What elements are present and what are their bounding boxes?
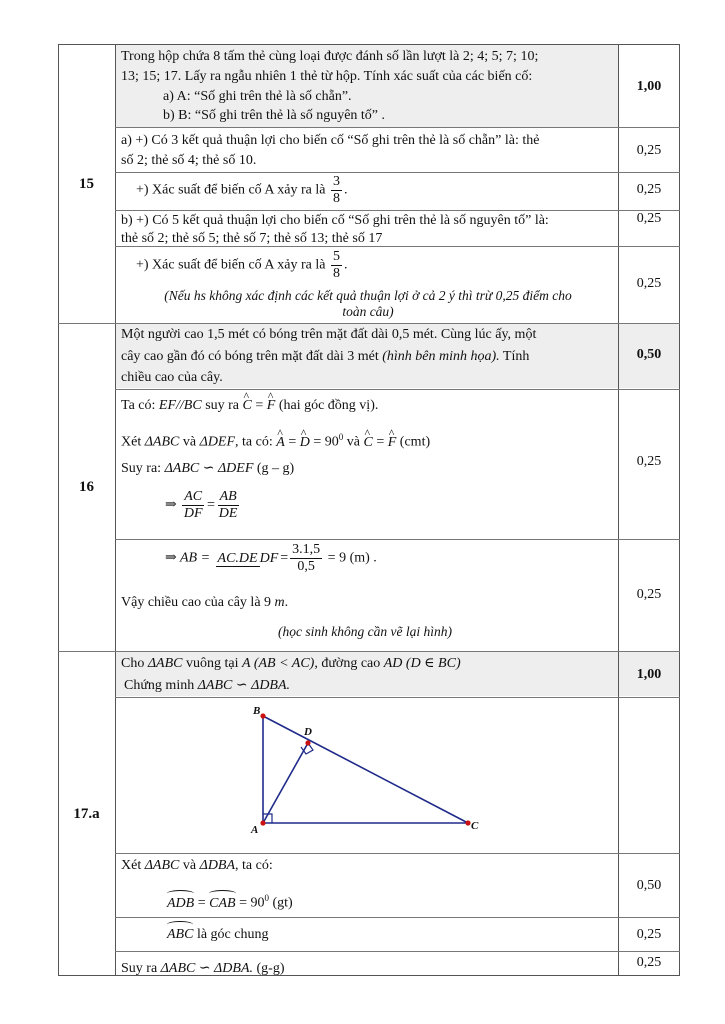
angle-symbol: ADB: [167, 895, 195, 911]
solution-text: , ta có:: [235, 434, 273, 450]
angle-symbol: ^ F: [267, 396, 276, 415]
angle-symbol: ^ D: [300, 433, 310, 452]
proof-line: [167, 925, 268, 944]
solution-text: (cmt): [399, 434, 431, 450]
math-expression: ΔABC ∽ ΔDBA.: [197, 678, 291, 693]
row-line: [115, 951, 680, 952]
grading-note: (Nếu hs không xác định các kết quả thuận lợi ở cả 2 ý thì trừ 0,25 điểm cho: [164, 288, 572, 303]
solution-line: ⇒ $\frac{AC}{DF}$ = $\frac{AB}{DE}$: [165, 489, 238, 521]
angle-symbol: ^ A: [276, 433, 285, 452]
label-a: A: [251, 824, 259, 836]
problem-text: Trong hộp chứa 8 tấm thẻ cùng loại được đánh số lần lượt là 2; 4; 5; 7; 10;: [121, 49, 539, 64]
segment-ad: [263, 743, 308, 823]
solution-line: Ta có: EF//BC suy ra ^ C = ^ F (hai góc đồng vị).: [121, 396, 378, 415]
points-value: 0,25: [636, 182, 662, 197]
fraction-denominator: DF: [183, 506, 203, 521]
math-expression: ΔDEF: [199, 434, 236, 450]
solution-text: (hai góc đồng vị).: [278, 398, 379, 413]
solution-text: +) Xác suất để biến cố A xảy ra là $\frac{5}{8}$ .: [136, 249, 348, 281]
fraction: [216, 549, 279, 568]
row-line: [115, 389, 680, 390]
row-line: [115, 539, 680, 540]
math-expression: = 90: [239, 895, 265, 911]
math-expression: ΔABC ∽ ΔDEF: [164, 461, 254, 476]
angle-symbol: ^ C: [243, 396, 252, 415]
solution-line: ⇒ AB = AC.DE DF = $\frac{3.1,5}{0,5}$ = 9 (m) .: [165, 542, 377, 574]
fraction: [331, 174, 342, 207]
fraction: [182, 489, 204, 522]
solution-text: suy ra: [205, 398, 240, 413]
solution-text: .: [284, 595, 289, 610]
angle-symbol: ABC: [167, 927, 194, 942]
proof-text: (gt): [272, 895, 293, 911]
fraction-numerator: 3.1,5: [292, 542, 321, 557]
problem-text: Một người cao 1,5 mét có bóng trên mặt đất dài 0,5 mét. Cùng lúc ấy, một: [121, 327, 537, 342]
fraction-denominator: 8: [332, 191, 340, 206]
fraction-numerator: 5: [332, 249, 340, 264]
proof-line: ADB = CAB = $90^0$ (gt): [167, 893, 293, 911]
angle-symbol: CAB: [209, 895, 236, 911]
row-line: [58, 323, 680, 324]
fraction-denominator: 0,5: [297, 559, 315, 574]
solution-text: +) Xác suất để biến cố A xảy ra là $\frac{3}{8}$ .: [136, 174, 348, 206]
proof-text: Xét: [121, 858, 142, 873]
row-line: [115, 917, 680, 918]
proof-text: , ta có:: [235, 858, 273, 873]
column-divider-1: [115, 44, 116, 976]
problem-text: vuông tại: [186, 656, 239, 671]
problem-text: , đường cao: [314, 656, 381, 671]
problem-line: [124, 676, 290, 695]
math-expression: m: [274, 595, 285, 610]
proof-line: [121, 856, 273, 875]
proof-line: [121, 959, 285, 978]
math-expression: ⇒ AB =: [165, 550, 211, 566]
math-expression: ΔABC ∽ ΔDBA.: [160, 961, 253, 976]
solution-text: a) +) Có 3 kết quả thuận lợi cho biến cố “Số ghi trên thẻ là số chẵn” là: thẻ: [121, 133, 540, 148]
grading-note: (học sinh không cần vẽ lại hình): [278, 624, 452, 639]
points-value: 0,25: [636, 143, 662, 158]
solution-text: Vậy chiều cao của cây là 9: [121, 595, 272, 610]
solution-line: [121, 593, 288, 612]
problem-text: [121, 347, 529, 366]
angle-symbol: ^ F: [388, 433, 397, 452]
math-expression: ΔABC: [147, 656, 183, 671]
problem-line: [121, 654, 461, 673]
problem-text: Cho: [121, 656, 145, 671]
math-expression: ΔABC: [144, 858, 180, 873]
proof-text: (g-g): [256, 961, 285, 976]
problem-text: Tính: [499, 349, 530, 364]
fraction: [218, 489, 239, 522]
proof-text: là góc chung: [196, 927, 269, 942]
solution-text: +) Xác suất để biến cố A xảy ra là: [136, 182, 326, 198]
triangle-figure: [240, 700, 490, 845]
row-line: [115, 697, 680, 698]
fraction-numerator: AB: [219, 489, 237, 504]
problem-text: cây cao gần đó có bóng trên mặt đất dài 3 mét: [121, 349, 383, 364]
question-number: 16: [79, 479, 94, 495]
points-value: 0,25: [636, 276, 662, 291]
solution-line: Xét ΔABC và ΔDEF, ta có: ^ A = ^ $D = 90^0$ và ^ C = ^ F (cmt): [121, 428, 430, 452]
fraction: [331, 249, 342, 282]
row-line: [58, 651, 680, 652]
row-line: [115, 127, 680, 128]
solution-text: Xét: [121, 434, 142, 450]
problem-text: Chứng minh: [124, 678, 195, 693]
solution-line: [121, 459, 294, 478]
point-c: [465, 820, 470, 825]
math-expression: A (AB < AC): [242, 656, 315, 671]
fraction-numerator: AC.DE: [217, 551, 258, 566]
problem-text: chiều cao của cây.: [121, 370, 223, 385]
fraction-denominator: DE: [218, 506, 238, 521]
label-d: D: [304, 726, 312, 738]
solution-text: thẻ số 2; thẻ số 5; thẻ số 7; thẻ số 13; thẻ số 17: [121, 231, 383, 246]
points-value: 0,50: [636, 878, 662, 893]
points-value: 0,25: [636, 587, 662, 602]
angle-symbol: ^ C: [363, 433, 372, 452]
points-value: 0,25: [636, 211, 662, 226]
fraction-denominator: 8: [332, 266, 340, 281]
solution-text: và: [182, 434, 197, 450]
math-expression: AD (D ∈ BC): [383, 656, 461, 671]
math-expression: = 90: [313, 434, 339, 450]
solution-text: Suy ra:: [121, 461, 162, 476]
point-b: [260, 713, 265, 718]
points-value: 0,25: [636, 927, 662, 942]
fraction-numerator: 3: [332, 174, 340, 189]
fraction: [290, 542, 322, 575]
problem-text-italic: (hình bên minh họa).: [382, 349, 500, 364]
point-a: [260, 820, 265, 825]
problem-text: a) A: “Số ghi trên thẻ là số chẵn”.: [163, 89, 352, 104]
points-value: 0,50: [636, 347, 662, 362]
label-b: B: [253, 705, 261, 717]
proof-text: và: [182, 858, 197, 873]
row-line: [115, 172, 680, 173]
question-number: 17.a: [73, 806, 100, 822]
row-line: [115, 853, 680, 854]
solution-text: Ta có:: [121, 398, 156, 413]
fraction-denominator: DF: [259, 551, 279, 566]
solution-text: b) +) Có 5 kết quả thuận lợi cho biến cố “Số ghi trên thẻ là số nguyên tố” là:: [121, 213, 549, 228]
math-expression: ΔABC: [144, 434, 180, 450]
math-expression: EF//BC: [158, 398, 202, 413]
points-value: 1,00: [636, 79, 662, 94]
solution-text: số 2; thẻ số 4; thẻ số 10.: [121, 153, 257, 168]
problem-text: 13; 15; 17. Lấy ra ngẫu nhiên 1 thẻ từ hộp. Tính xác suất của các biến cố:: [121, 69, 533, 84]
math-expression: = 9 (m) .: [327, 550, 377, 566]
question-number: 15: [79, 176, 94, 192]
problem-text: b) B: “Số ghi trên thẻ là số nguyên tố” .: [163, 108, 386, 123]
math-expression: ΔDBA: [199, 858, 236, 873]
points-value: 0,25: [636, 454, 662, 469]
solution-text: (g – g): [256, 461, 295, 476]
proof-text: Suy ra: [121, 961, 158, 976]
points-value: 1,00: [636, 667, 662, 682]
label-c: C: [471, 820, 479, 832]
solution-text: và: [346, 434, 360, 450]
fraction-numerator: AC: [184, 489, 203, 504]
point-d: [305, 740, 310, 745]
grading-note: toàn câu): [342, 304, 394, 319]
points-value: 0,25: [636, 955, 662, 970]
solution-text: +) Xác suất để biến cố A xảy ra là: [136, 257, 326, 273]
